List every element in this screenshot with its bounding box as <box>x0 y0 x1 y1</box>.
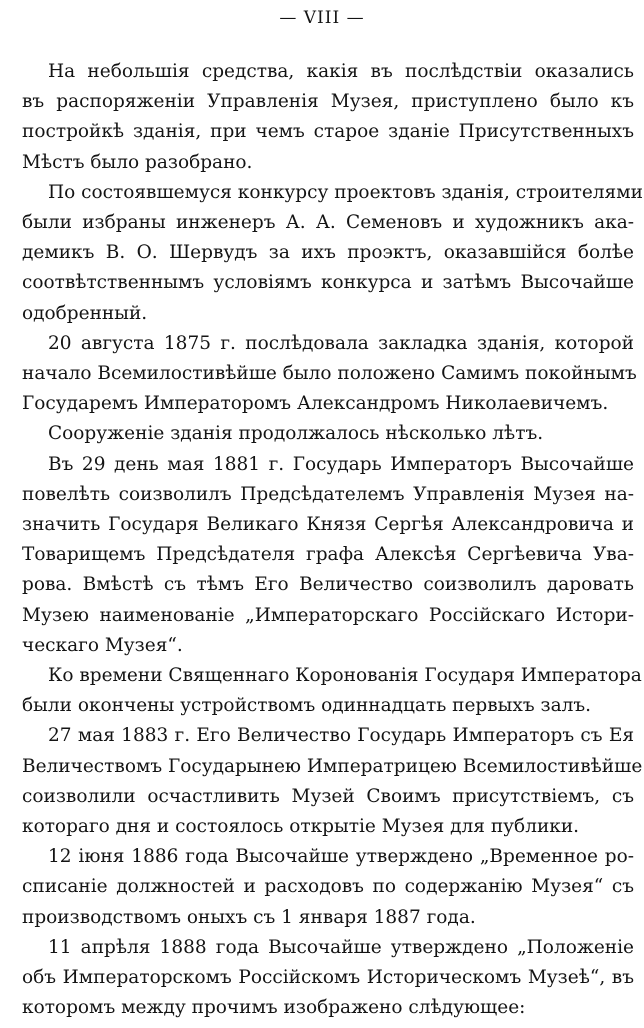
text-line: начало Всемилостивѣйше было положено Самимъ покойнымъ <box>22 363 637 384</box>
text-line: производствомъ оныхъ съ 1 января 1887 года. <box>22 906 476 928</box>
text-line: 11 апрѣля 1888 года Высочайше утверждено „Положеніе <box>48 936 634 958</box>
text-line: постройкѣ зданія, при чемъ старое зданіе Присутственныхъ <box>22 121 634 143</box>
text-line: Товарищемъ Предсѣдателя графа Алексѣя Сергѣевича Ува- <box>22 544 634 566</box>
text-line: Величествомъ Государынею Императрицею Всемилостивѣйше <box>22 755 643 777</box>
text-line: которомъ между прочимъ изображено слѣдующее: <box>22 997 526 1019</box>
text-line: Сооруженіе зданія продолжалось нѣсколько лѣтъ. <box>48 423 544 445</box>
text-line: 27 мая 1883 г. Его Величество Государь Императоръ съ Ея <box>48 725 634 747</box>
text-line: повелѣть соизволилъ Предсѣдателемъ Управленія Музея на- <box>22 483 634 505</box>
text-line: въ распоряженіи Управленія Музея, приступлено было къ <box>22 91 634 113</box>
text-line: На небольшія средства, какія въ послѣдствіи оказались <box>48 61 634 82</box>
text-line: соотвѣтственнымъ условіямъ конкурса и затѣмъ Высочайше <box>22 272 634 294</box>
text-line: списаніе должностей и расходовъ по содержанію Музея“ съ <box>22 876 634 898</box>
text-line: По состоявшемуся конкурсу проектовъ зданія, строителями <box>48 181 643 203</box>
text-line: Государемъ Императоромъ Александромъ Николаевичемъ. <box>22 393 609 415</box>
text-line: Музею наименованіе „Императорскаго Россійскаго Истори- <box>22 604 634 626</box>
text-line: Мѣстъ было разобрано. <box>22 151 253 173</box>
text-line: были окончены устройствомъ одиннадцать первыхъ залъ. <box>22 695 592 717</box>
text-line: Въ 29 день мая 1881 г. Государь Императоръ Высочайше <box>48 453 634 475</box>
text-line: рова. Вмѣстѣ съ тѣмъ Его Величество соизволилъ даровать <box>22 574 634 596</box>
text-line: 12 іюня 1886 года Высочайше утверждено „Временное ро- <box>48 846 634 868</box>
text-line: демикъ В. О. Шервудъ за ихъ проэктъ, оказавшійся болѣе <box>22 242 634 264</box>
text-line: 20 августа 1875 г. послѣдовала закладка зданія, которой <box>48 332 634 354</box>
text-line: объ Императорскомъ Россійскомъ Историческомъ Музеѣ“, въ <box>22 967 634 988</box>
text-line: были избраны инженеръ А. А. Семеновъ и художникъ ака- <box>22 212 634 233</box>
text-line: ческаго Музея“. <box>22 634 183 656</box>
text-line: Ко времени Священнаго Коронованія Государя Императора <box>48 665 642 686</box>
text-line: соизволили осчастливить Музей Своимъ присутствіемъ, съ <box>22 785 634 807</box>
text-line: значить Государя Великаго Князя Сергѣя Александровича и <box>22 514 634 535</box>
text-line: котораго дня и состоялось открытіе Музея для публики. <box>22 816 580 837</box>
page-number-header: — VIII — <box>279 8 365 28</box>
text-line: одобренный. <box>22 302 148 324</box>
